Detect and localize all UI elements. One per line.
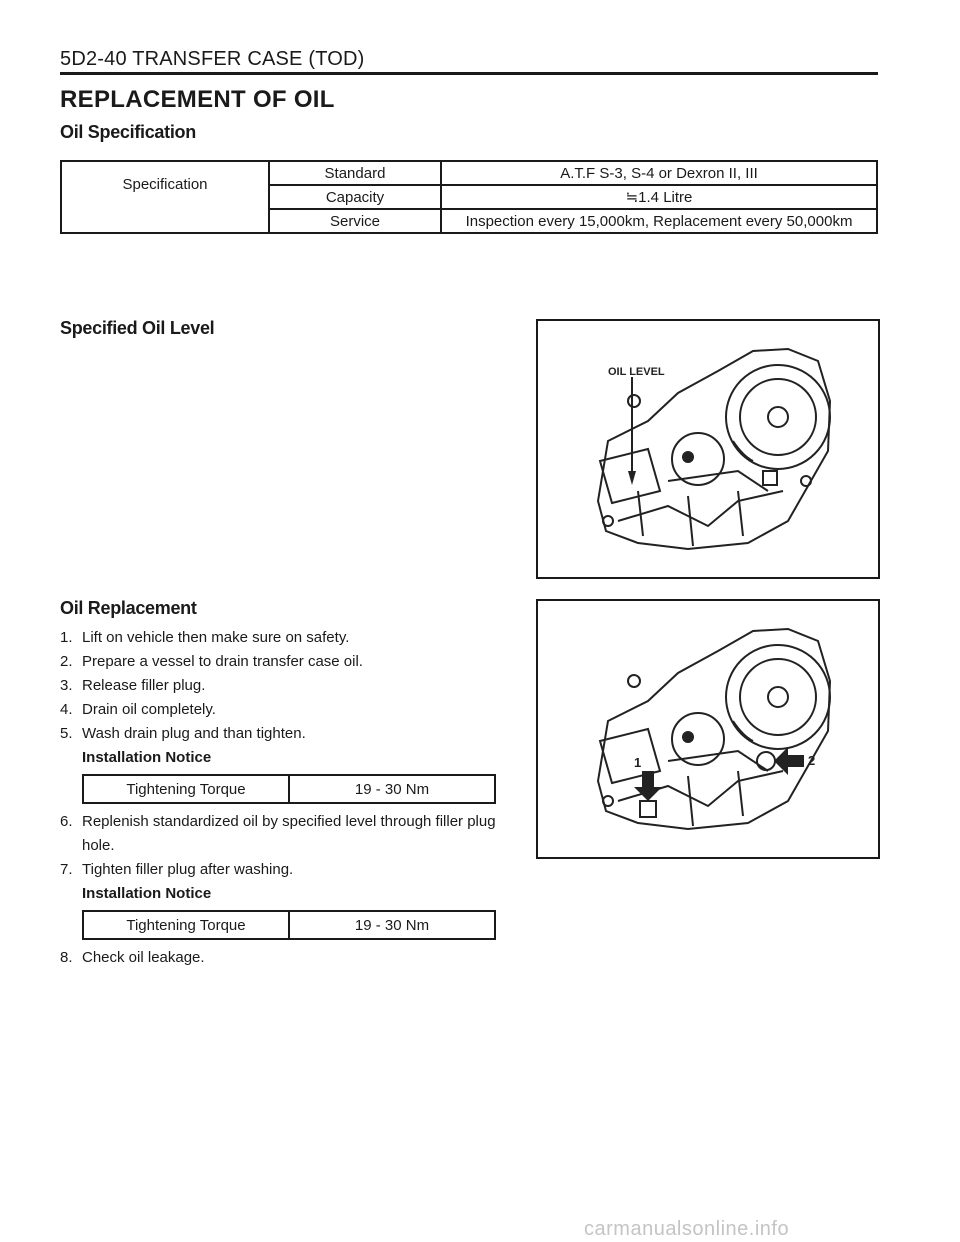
section-title: REPLACEMENT OF OIL [60, 86, 335, 113]
list-item [60, 858, 498, 882]
step-text: Release filler plug. [82, 677, 206, 694]
step-number: 1. [60, 629, 73, 646]
step-text: Wash drain plug and than tighten. [82, 725, 306, 742]
step-number: 8. [60, 949, 73, 966]
step-number: 5. [60, 725, 73, 742]
oil-specification-heading: Oil Specification [60, 122, 196, 142]
specification-label: Specification [61, 161, 269, 233]
watermark: carmanualsonline.info [584, 1218, 790, 1240]
table-row [61, 161, 877, 185]
table-row [83, 775, 495, 803]
oil-replacement-steps [60, 626, 498, 970]
step-number: 6. [60, 813, 73, 830]
list-item [60, 626, 498, 650]
spec-value: A.T.F S-3, S-4 or Dexron II, III [441, 161, 877, 185]
spec-value: Inspection every 15,000km, Replacement every 50,000km [441, 209, 877, 233]
torque-label: Tightening Torque [83, 911, 289, 939]
step-text: Check oil leakage. [82, 949, 205, 966]
spec-key: Service [269, 209, 441, 233]
oil-replacement-heading: Oil Replacement [60, 598, 197, 618]
spec-key: Capacity [269, 185, 441, 209]
step-text: Replenish standardized oil by specified level through filler plug hole. [82, 813, 496, 854]
oil-level-figure [536, 319, 880, 579]
torque-label: Tightening Torque [83, 775, 289, 803]
step-text: Tighten filler plug after washing. [82, 861, 294, 878]
oil-specification-table [60, 160, 878, 234]
step-number: 2. [60, 653, 73, 670]
step-number: 3. [60, 677, 73, 694]
callout-number: 2 [808, 753, 816, 768]
transfer-case-drawing [538, 321, 878, 577]
list-item [60, 810, 498, 858]
torque-table [82, 774, 496, 804]
installation-notice-title: Installation Notice [82, 749, 212, 766]
step-text: Lift on vehicle then make sure on safety. [82, 629, 350, 646]
step-text: Prepare a vessel to drain transfer case oil. [82, 653, 363, 670]
spec-key: Standard [269, 161, 441, 185]
page-header-title: 5D2-40 TRANSFER CASE (TOD) [60, 48, 365, 70]
torque-table [82, 910, 496, 940]
list-item [60, 698, 498, 722]
step-number: 4. [60, 701, 73, 718]
specified-oil-level-heading: Specified Oil Level [60, 318, 215, 338]
spec-value: ≒1.4 Litre [441, 185, 877, 209]
step-text: Drain oil completely. [82, 701, 216, 718]
list-item [60, 722, 498, 746]
oil-replacement-figure [536, 599, 880, 859]
step-number: 7. [60, 861, 73, 878]
torque-value: 19 - 30 Nm [289, 775, 495, 803]
table-row [83, 911, 495, 939]
transfer-case-drawing [538, 601, 878, 857]
torque-value: 19 - 30 Nm [289, 911, 495, 939]
callout-number: 1 [634, 755, 642, 770]
list-item [60, 946, 498, 970]
installation-notice-title: Installation Notice [82, 885, 212, 902]
list-item [60, 674, 498, 698]
header-divider [60, 72, 878, 75]
list-item [60, 650, 498, 674]
oil-level-label: OIL LEVEL [608, 366, 665, 378]
